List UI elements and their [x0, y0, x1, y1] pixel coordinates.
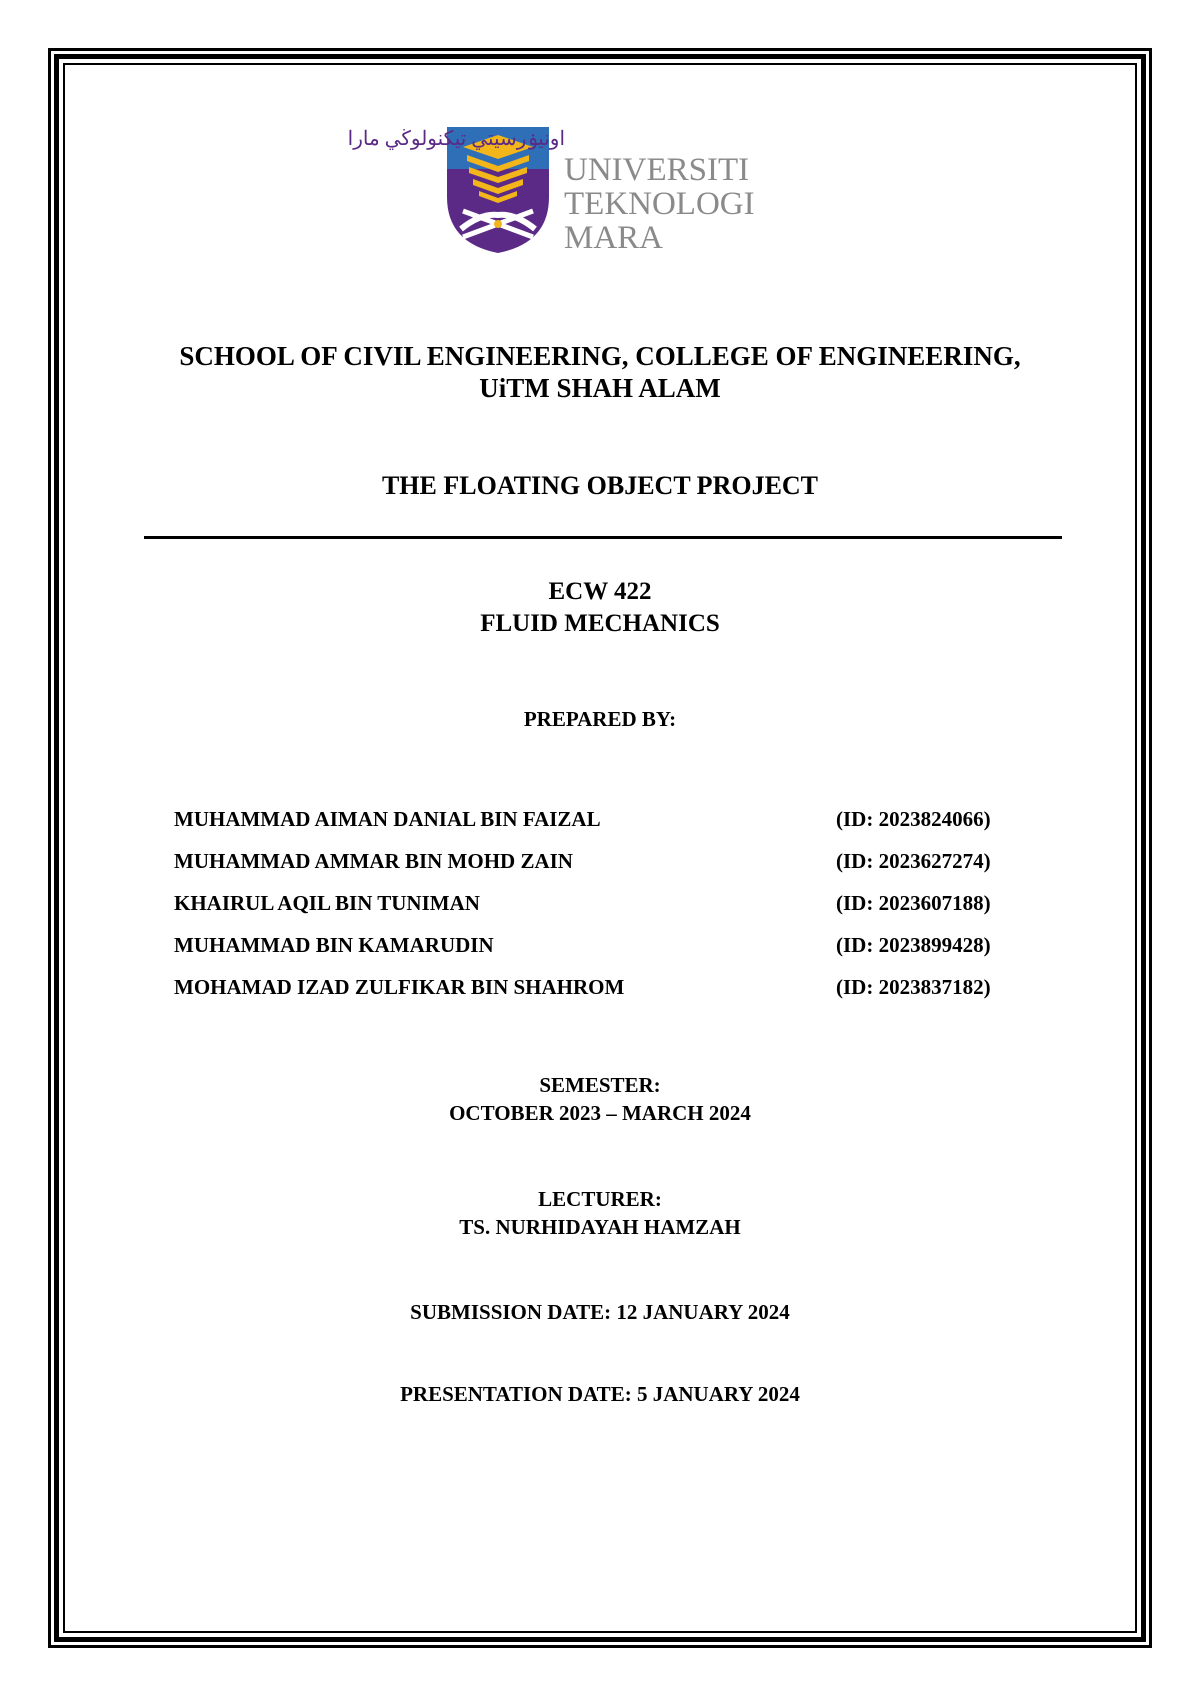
prepared-by-label: PREPARED BY:	[523, 707, 677, 731]
lecturer-label: LECTURER:	[538, 1187, 662, 1211]
university-logo	[347, 125, 755, 256]
submission-date: SUBMISSION DATE: 12 JANUARY 2024	[410, 1300, 790, 1324]
member-id: (ID: 2023899428)	[836, 933, 991, 957]
project-title: THE FLOATING OBJECT PROJECT	[381, 471, 819, 500]
member-id: (ID: 2023627274)	[836, 849, 991, 873]
member-name: MUHAMMAD AMMAR BIN MOHD ZAIN	[174, 849, 573, 873]
member-row	[174, 974, 1024, 1016]
school-line-1: SCHOOL OF CIVIL ENGINEERING, COLLEGE OF ENGINEERING,	[179, 341, 1021, 371]
lecturer-block	[100, 1185, 1100, 1241]
member-name: MUHAMMAD AIMAN DANIAL BIN FAIZAL	[174, 807, 601, 831]
member-row	[174, 932, 1024, 974]
member-id: (ID: 2023607188)	[836, 891, 991, 915]
logo-line-mara: MARA	[564, 220, 664, 256]
member-name: MUHAMMAD BIN KAMARUDIN	[174, 933, 494, 957]
semester-label: SEMESTER:	[539, 1073, 661, 1097]
course-name: FLUID MECHANICS	[480, 610, 720, 637]
school-line-2: UiTM SHAH ALAM	[479, 373, 721, 403]
logo-line-universiti: UNIVERSITI	[564, 152, 750, 188]
course-heading	[100, 576, 1100, 640]
course-code: ECW 422	[548, 578, 652, 605]
member-list	[174, 806, 1024, 1016]
member-row	[174, 806, 1024, 848]
presentation-date: PRESENTATION DATE: 5 JANUARY 2024	[400, 1382, 800, 1406]
member-row	[174, 890, 1024, 932]
title-divider	[144, 536, 1062, 539]
member-name: MOHAMAD IZAD ZULFIKAR BIN SHAHROM	[174, 975, 625, 999]
member-row	[174, 848, 1024, 890]
member-name: KHAIRUL AQIL BIN TUNIMAN	[174, 891, 480, 915]
logo-jawi-text: اونيۏرسيتي تيکنولوڬي مارا	[347, 128, 565, 150]
lecturer-name: TS. NURHIDAYAH HAMZAH	[459, 1215, 741, 1239]
school-heading	[100, 340, 1100, 404]
logo-line-teknologi: TEKNOLOGI	[564, 186, 755, 222]
semester-value: OCTOBER 2023 – MARCH 2024	[449, 1101, 751, 1125]
member-id: (ID: 2023837182)	[836, 975, 991, 999]
semester-block	[100, 1071, 1100, 1127]
member-id: (ID: 2023824066)	[836, 807, 991, 831]
